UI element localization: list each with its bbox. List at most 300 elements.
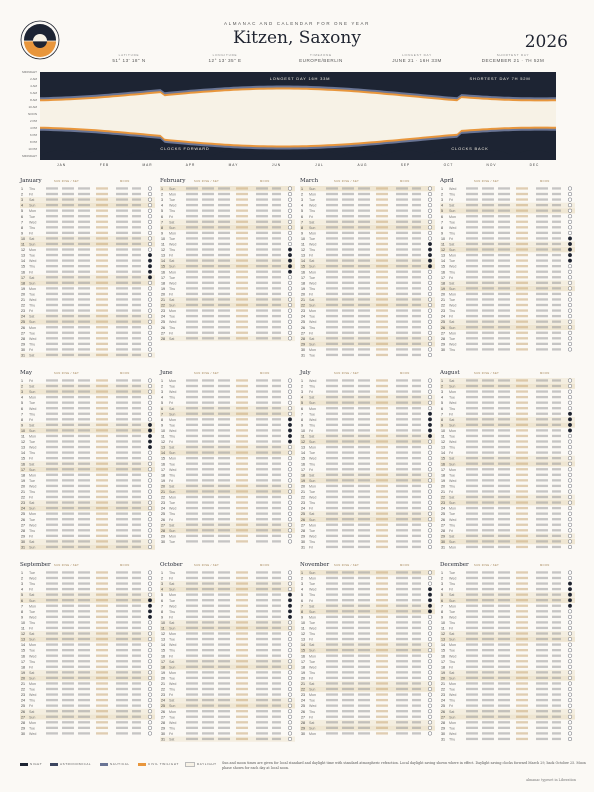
sun-time-cell [376,660,388,662]
day-number: 30 [161,539,165,544]
day-weekday: Sun [309,726,316,731]
sun-time-cell [482,513,494,515]
sun-time-cell [218,435,230,437]
day-number: 9 [161,615,163,620]
day-number: 27 [161,331,165,336]
moon-time-cell [272,424,281,426]
moon-phase-icon [568,325,572,329]
day-weekday: Sat [29,198,35,203]
day-weekday: Wed [449,440,457,445]
moon-time-cell [396,535,408,537]
day-row [161,209,292,213]
day-row [300,720,435,725]
day-number: 2 [301,192,303,197]
moon-phase-icon [148,615,152,619]
moon-phase-icon [568,737,572,741]
day-row [441,621,572,625]
day-weekday: Sun [169,412,176,417]
sun-time-cell [186,535,198,537]
day-row [20,506,155,511]
day-number: 30 [441,731,445,736]
moon-phase-icon [288,412,292,416]
day-number: 1 [21,571,23,575]
day-weekday: Fri [309,214,314,219]
day-row [161,693,292,697]
sun-time-cell [466,332,478,334]
sun-time-cell [186,418,198,420]
sun-time-cell [62,309,74,311]
day-weekday: Tue [169,539,176,544]
moon-time-cell [256,204,268,206]
day-number: 5 [301,401,303,406]
sun-time-cell [358,390,370,392]
day-number: 29 [161,726,165,731]
day-row [301,709,432,713]
day-number: 17 [441,659,445,664]
day-row [161,571,292,575]
sun-time-cell [358,682,370,684]
sun-time-cell [358,627,370,629]
moon-time-cell [272,326,281,328]
moon-phase-icon [428,395,432,399]
moon-phase-icon [288,214,292,218]
day-row [161,726,292,730]
moon-time-cell [552,424,561,426]
sun-time-cell [96,610,108,612]
sun-time-cell [516,304,528,306]
moon-time-cell [116,655,128,657]
sun-time-cell [202,265,214,267]
sun-time-cell [186,727,198,729]
moon-time-cell [396,187,408,189]
header [0,0,594,64]
moon-time-cell [256,396,268,398]
sun-time-cell [482,501,494,503]
month-sun-header: SUN RISE / SET [474,372,500,375]
moon-time-cell [536,276,548,278]
sun-time-cell [358,343,370,345]
moon-time-cell [132,599,141,601]
moon-phase-icon [148,626,152,630]
moon-time-cell [272,390,281,392]
sun-time-cell [62,396,74,398]
moon-phase-icon [568,665,572,669]
moon-time-cell [552,610,561,612]
sun-time-cell [46,638,58,640]
day-weekday: Wed [29,406,37,411]
moon-time-cell [396,293,408,295]
day-number: 26 [441,517,445,522]
moon-phase-icon [428,203,432,207]
day-number: 26 [21,709,25,714]
day-number: 23 [161,309,165,314]
day-number: 26 [441,325,445,330]
moon-time-cell [132,287,141,289]
sun-time-cell [186,332,198,334]
sun-time-cell [78,705,90,707]
sun-time-cell [236,513,248,515]
moon-time-cell [132,440,141,442]
sun-time-cell [326,479,338,481]
day-row [441,314,572,318]
moon-time-cell [552,187,561,189]
day-weekday: Tue [29,571,36,575]
moon-time-cell [396,599,408,601]
sun-time-cell [482,610,494,612]
sun-time-cell [358,535,370,537]
day-number: 6 [441,214,443,219]
sun-time-cell [466,535,478,537]
sun-time-cell [482,588,494,590]
sun-time-cell [218,210,230,212]
day-row [21,648,152,652]
moon-phase-icon [568,429,572,433]
sun-time-cell [358,348,370,350]
sun-time-cell [62,616,74,618]
sun-time-cell [466,682,478,684]
day-row [21,490,152,494]
day-number: 13 [301,445,305,450]
day-weekday: Fri [29,417,34,422]
day-weekday: Wed [309,281,317,286]
sun-time-cell [218,605,230,607]
day-weekday: Mon [449,292,456,297]
moon-time-cell [552,407,561,409]
sun-time-cell [482,496,494,498]
moon-time-cell [116,429,128,431]
moon-time-cell [132,710,141,712]
moon-time-cell [552,721,561,723]
moon-time-cell [552,210,561,212]
moon-time-cell [272,259,281,261]
day-number: 16 [161,654,165,659]
sun-time-cell [78,688,90,690]
sun-time-cell [376,332,388,334]
moon-time-cell [552,699,561,701]
sun-time-cell [482,655,494,657]
day-row [161,682,292,686]
sun-time-cell [236,254,248,256]
sun-time-cell [482,259,494,261]
sun-time-cell [376,621,388,623]
moon-time-cell [132,304,141,306]
day-weekday: Sun [309,687,316,692]
day-row [301,198,432,202]
day-weekday: Fri [169,693,174,698]
day-number: 5 [161,593,163,598]
day-row [161,721,292,725]
day-number: 8 [301,417,303,422]
moon-time-cell [272,237,281,239]
moon-time-cell [536,677,548,679]
moon-time-cell [116,198,128,200]
sun-time-cell [342,440,354,442]
sun-time-cell [466,321,478,323]
sun-time-cell [218,671,230,673]
sun-time-cell [46,485,58,487]
sun-time-cell [498,738,510,740]
sun-time-cell [46,237,58,239]
day-weekday: Wed [449,693,457,698]
moon-time-cell [412,688,421,690]
sun-time-cell [376,304,388,306]
day-row [160,225,295,230]
sun-time-cell [202,332,214,334]
sun-time-cell [62,627,74,629]
sun-time-cell [96,407,108,409]
moon-time-cell [552,621,561,623]
day-number: 12 [21,248,25,253]
sun-time-cell [202,610,214,612]
moon-phase-icon [428,451,432,455]
moon-phase-icon [288,495,292,499]
sun-time-cell [46,321,58,323]
sun-time-cell [218,660,230,662]
sun-time-cell [96,193,108,195]
longest-day-annotation: LONGEST DAY 16H 33M [269,76,331,81]
moon-time-cell [272,660,281,662]
sun-time-cell [482,379,494,381]
day-weekday: Thu [309,539,316,544]
day-row [161,732,292,736]
moon-time-cell [256,429,268,431]
day-weekday: Sun [29,637,36,642]
day-row [21,687,152,691]
moon-phase-icon [568,379,572,383]
sun-time-cell [62,610,74,612]
day-weekday: Fri [449,275,454,280]
sun-time-cell [466,287,478,289]
sun-time-cell [46,588,58,590]
moon-phase-icon [148,342,152,346]
day-row [301,292,432,296]
sun-time-cell [186,276,198,278]
moon-phase-icon [288,423,292,427]
moon-phase-icon [288,445,292,449]
moon-time-cell [536,655,548,657]
day-weekday: Thu [449,309,456,314]
day-weekday: Wed [449,303,457,308]
day-weekday: Mon [169,593,176,598]
sun-time-cell [482,315,494,317]
moon-time-cell [272,321,281,323]
day-row [21,253,152,257]
moon-time-cell [132,435,141,437]
day-number: 1 [301,571,303,575]
moon-phase-icon [148,309,152,313]
day-number: 14 [441,643,445,648]
day-number: 29 [301,534,305,539]
sun-time-cell [466,571,478,573]
moon-time-cell [272,655,281,657]
day-weekday: Sun [29,242,36,247]
sun-time-cell [326,254,338,256]
sun-time-cell [376,457,388,459]
moon-phase-icon [428,604,432,608]
moon-phase-icon [288,715,292,719]
day-number: 9 [21,423,23,428]
sun-time-cell [342,693,354,695]
moon-time-cell [396,457,408,459]
day-weekday: Sat [309,512,315,517]
day-weekday: Wed [169,604,177,609]
sun-time-cell [498,304,510,306]
month-sun-header: SUN RISE / SET [194,564,220,567]
sun-time-cell [466,221,478,223]
day-number: 13 [21,445,25,450]
sun-time-cell [498,716,510,718]
legend-astronomical-swatch [50,763,58,766]
sun-time-cell [358,379,370,381]
moon-time-cell [552,304,561,306]
day-number: 13 [301,253,305,258]
moon-phase-icon [568,523,572,527]
sun-time-cell [516,660,528,662]
sun-time-cell [62,379,74,381]
moon-time-cell [552,524,561,526]
sun-time-cell [62,435,74,437]
sun-time-cell [46,693,58,695]
day-row [20,353,155,358]
moon-time-cell [412,705,421,707]
sun-time-cell [218,293,230,295]
moon-time-cell [272,716,281,718]
sun-time-cell [96,221,108,223]
sun-time-cell [186,485,198,487]
day-number: 31 [441,545,445,550]
sun-time-cell [482,248,494,250]
day-row [440,456,575,461]
sun-time-cell [376,732,388,734]
day-weekday: Thu [29,659,36,664]
moon-phase-icon [568,395,572,399]
moon-time-cell [396,259,408,261]
moon-time-cell [552,293,561,295]
moon-phase-icon [568,440,572,444]
moon-phase-icon [428,676,432,680]
sun-time-cell [186,699,198,701]
sun-time-cell [62,343,74,345]
sun-time-cell [466,204,478,206]
moon-phase-icon [288,709,292,713]
sun-time-cell [326,671,338,673]
sun-time-cell [358,402,370,404]
month-sun-header: SUN RISE / SET [334,564,360,567]
day-weekday: Mon [309,576,316,581]
moon-time-cell [272,276,281,278]
day-row [440,670,575,675]
day-weekday: Sun [449,462,456,467]
sun-time-cell [516,468,528,470]
moon-time-cell [412,259,421,261]
moon-time-cell [272,710,281,712]
sun-time-cell [358,232,370,234]
sun-time-cell [326,710,338,712]
moon-phase-icon [568,721,572,725]
moon-phase-icon [288,648,292,652]
day-weekday: Mon [29,209,36,214]
sun-time-cell [482,429,494,431]
sun-time-cell [376,490,388,492]
sun-time-cell [218,677,230,679]
day-weekday: Fri [309,331,314,336]
sun-time-cell [62,354,74,356]
band-month-label: JUL [315,163,324,167]
month-moon-header: MOON [120,180,130,183]
moon-time-cell [396,210,408,212]
day-row [161,517,292,521]
sun-time-cell [218,221,230,223]
moon-time-cell [412,298,421,300]
day-weekday: Sun [449,209,456,214]
day-weekday: Mon [309,484,316,489]
day-number: 29 [21,342,25,347]
sun-time-cell [78,666,90,668]
sun-time-cell [498,243,510,245]
sun-time-cell [62,276,74,278]
moon-time-cell [412,379,421,381]
day-number: 11 [161,242,165,247]
calendar-grid [20,178,576,754]
sun-time-cell [376,237,388,239]
day-number: 29 [21,726,25,731]
sun-time-cell [516,407,528,409]
sun-time-cell [236,276,248,278]
sun-time-cell [516,457,528,459]
month-april [440,178,575,366]
moon-phase-icon [568,490,572,494]
sun-time-cell [236,237,248,239]
sun-time-cell [516,254,528,256]
sun-time-cell [376,204,388,206]
moon-phase-icon [428,281,432,285]
sun-time-cell [466,237,478,239]
moon-phase-icon [568,732,572,736]
day-row [161,456,292,460]
day-number: 11 [161,626,165,631]
day-number: 3 [301,198,303,203]
sun-time-cell [358,518,370,520]
day-weekday: Sun [309,440,316,445]
day-weekday: Sat [309,259,315,264]
moon-time-cell [256,248,268,250]
sun-time-cell [218,187,230,189]
sun-time-cell [78,259,90,261]
day-weekday: Mon [449,643,456,648]
sun-time-cell [342,666,354,668]
moon-time-cell [256,638,268,640]
sun-time-cell [78,298,90,300]
day-row [441,198,572,202]
sun-time-cell [186,599,198,601]
moon-time-cell [132,348,141,350]
moon-time-cell [396,407,408,409]
moon-time-cell [536,716,548,718]
moon-time-cell [536,237,548,239]
day-weekday: Sun [449,598,456,603]
moon-time-cell [396,315,408,317]
day-number: 22 [441,303,445,308]
sun-time-cell [46,446,58,448]
day-weekday: Tue [29,478,36,483]
moon-time-cell [132,588,141,590]
sun-time-cell [96,490,108,492]
sun-time-cell [96,451,108,453]
sun-time-cell [96,293,108,295]
day-row [160,664,295,669]
sun-time-cell [78,226,90,228]
day-number: 20 [161,292,165,297]
